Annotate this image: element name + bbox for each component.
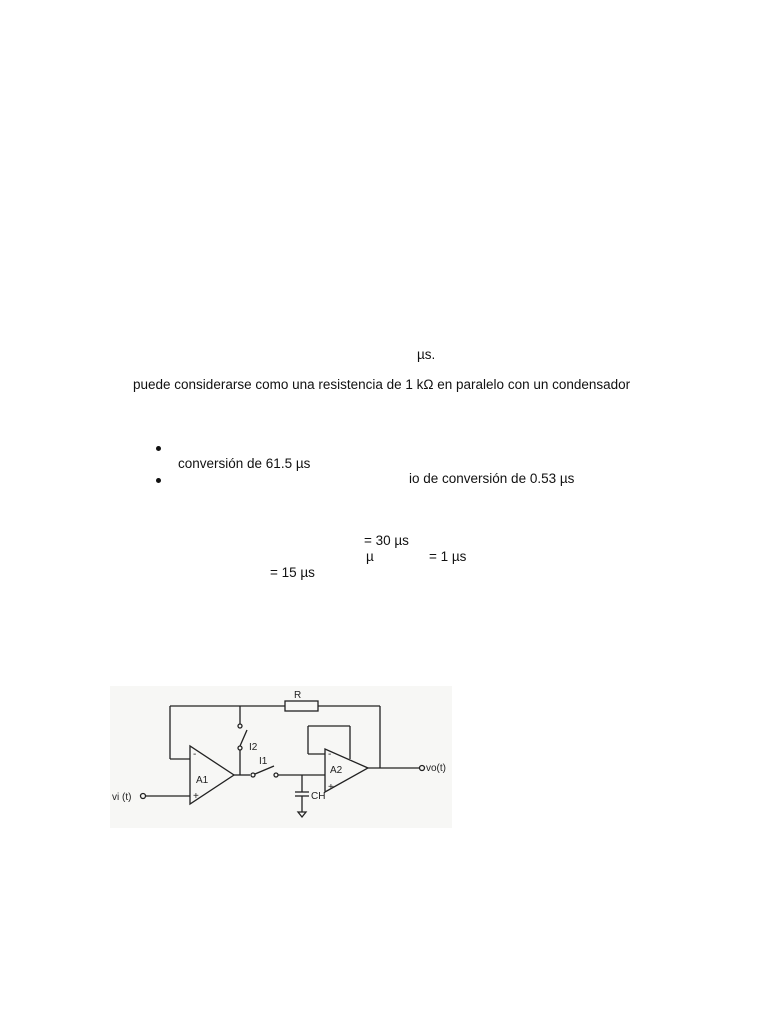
bullet2-text: io de conversión de 0.53 µs — [409, 471, 575, 486]
label-i2: I2 — [249, 742, 258, 753]
bullet1-text: conversión de 61.5 µs — [178, 456, 311, 471]
label-a2: A2 — [330, 765, 343, 776]
a1-plus-sign: + — [193, 791, 199, 802]
sample-hold-circuit-diagram — [110, 686, 452, 828]
equation-30: = 30 µs — [364, 533, 409, 548]
text-us: µs. — [417, 347, 436, 362]
a2-plus-sign: + — [328, 782, 334, 793]
label-ch: CH — [311, 791, 326, 802]
equation-1: = 1 µs — [429, 549, 467, 564]
text-resistencia: puede considerarse como una resistencia de 1 kΩ en paralelo con un condensador — [133, 377, 631, 392]
label-vo: vo(t) — [426, 763, 446, 774]
equation-mu: µ — [366, 549, 374, 564]
label-i1: I1 — [259, 756, 268, 767]
equation-15: = 15 µs — [270, 565, 315, 580]
bullet-2 — [156, 478, 161, 483]
a2-minus-sign: - — [328, 749, 332, 760]
label-vi: vi (t) — [112, 792, 132, 803]
a1-minus-sign: - — [193, 749, 197, 760]
label-a1: A1 — [196, 775, 209, 786]
bullet-1 — [156, 446, 161, 451]
label-r: R — [294, 690, 302, 701]
